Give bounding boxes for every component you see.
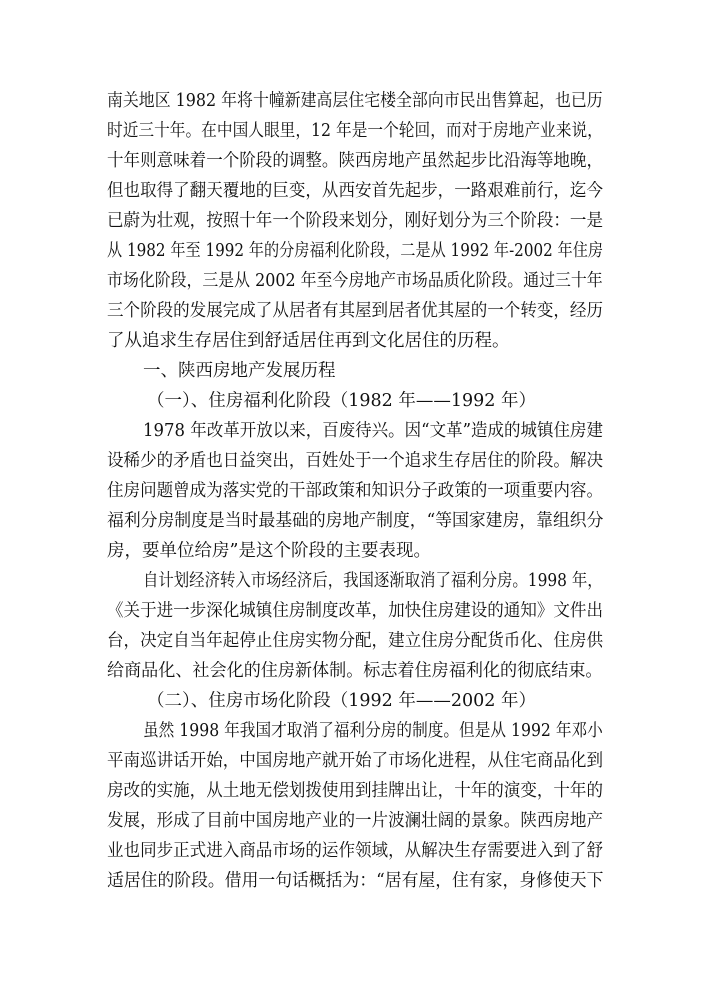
paragraph-line: 《关于进一步深化城镇住房制度改革，加快住房建设的通知》文件出	[107, 601, 603, 621]
paragraph-line: 业也同步正式进入商品市场的运作领域，从解决生存需要进入到了舒	[107, 841, 603, 861]
paragraph-line: 发展，形成了目前中国房地产业的一片波澜壮阔的景象。陕西房地产	[107, 811, 603, 831]
subsection-heading: （二）、住房市场化阶段（1992 年——2002 年）	[147, 691, 536, 711]
paragraph-line: 时近三十年。在中国人眼里，12 年是一个轮回，而对于房地产业来说，	[107, 121, 603, 141]
paragraph-line: 福利分房制度是当时最基础的房地产制度，“等国家建房，靠组织分	[107, 511, 604, 531]
paragraph-line: 自计划经济转入市场经济后，我国逐渐取消了福利分房。1998 年，	[143, 571, 603, 591]
paragraph-line: 了从追求生存居住到舒适居住再到文化居住的历程。	[107, 331, 510, 351]
paragraph-line: 住房问题曾成为落实党的干部政策和知识分子政策的一项重要内容。	[107, 481, 603, 501]
paragraph-line: 给商品化、社会化的住房新体制。标志着住房福利化的彻底结束。	[107, 661, 603, 681]
paragraph-line: 从 1982 年至 1992 年的分房福利化阶段，二是从 1992 年-2002 年住房	[107, 241, 603, 261]
paragraph-line: 南关地区 1982 年将十幢新建高层住宅楼全部向市民出售算起，也已历	[107, 91, 603, 111]
paragraph-line: 房改的实施，从土地无偿划拨使用到挂牌出让，十年的演变，十年的	[107, 781, 603, 801]
paragraph-line: 平南巡讲话开始，中国房地产就开始了市场化进程，从住宅商品化到	[107, 751, 603, 771]
paragraph-line: 台，决定自当年起停止住房实物分配，建立住房分配货币化、住房供	[107, 631, 603, 651]
paragraph-line: 十年则意味着一个阶段的调整。陕西房地产虽然起步比沿海等地晚，	[107, 151, 603, 171]
paragraph-line: 1978 年改革开放以来，百废待兴。因“文革”造成的城镇住房建	[143, 421, 603, 441]
paragraph-line: 适居住的阶段。借用一句话概括为：“居有屋，住有家，身修使天下	[107, 871, 604, 891]
paragraph-line: 市场化阶段，三是从 2002 年至今房地产市场品质化阶段。通过三十年	[107, 271, 603, 291]
section-heading: 一、陕西房地产发展历程	[143, 361, 336, 381]
paragraph-line: 三个阶段的发展完成了从居者有其屋到居者优其屋的一个转变，经历	[107, 301, 603, 321]
paragraph-line: 设稀少的矛盾也日益突出，百姓处于一个追求生存居住的阶段。解决	[107, 451, 603, 471]
paragraph-line: 房，要单位给房”是这个阶段的主要表现。	[107, 541, 431, 561]
paragraph-line: 已蔚为壮观，按照十年一个阶段来划分，刚好划分为三个阶段：一是	[107, 211, 603, 231]
paragraph-line: 虽然 1998 年我国才取消了福利分房的制度。但是从 1992 年邓小	[143, 721, 603, 741]
paragraph-line: 但也取得了翻天覆地的巨变，从西安首先起步，一路艰难前行，迄今	[107, 181, 603, 201]
subsection-heading: （一）、住房福利化阶段（1982 年——1992 年）	[147, 391, 536, 411]
